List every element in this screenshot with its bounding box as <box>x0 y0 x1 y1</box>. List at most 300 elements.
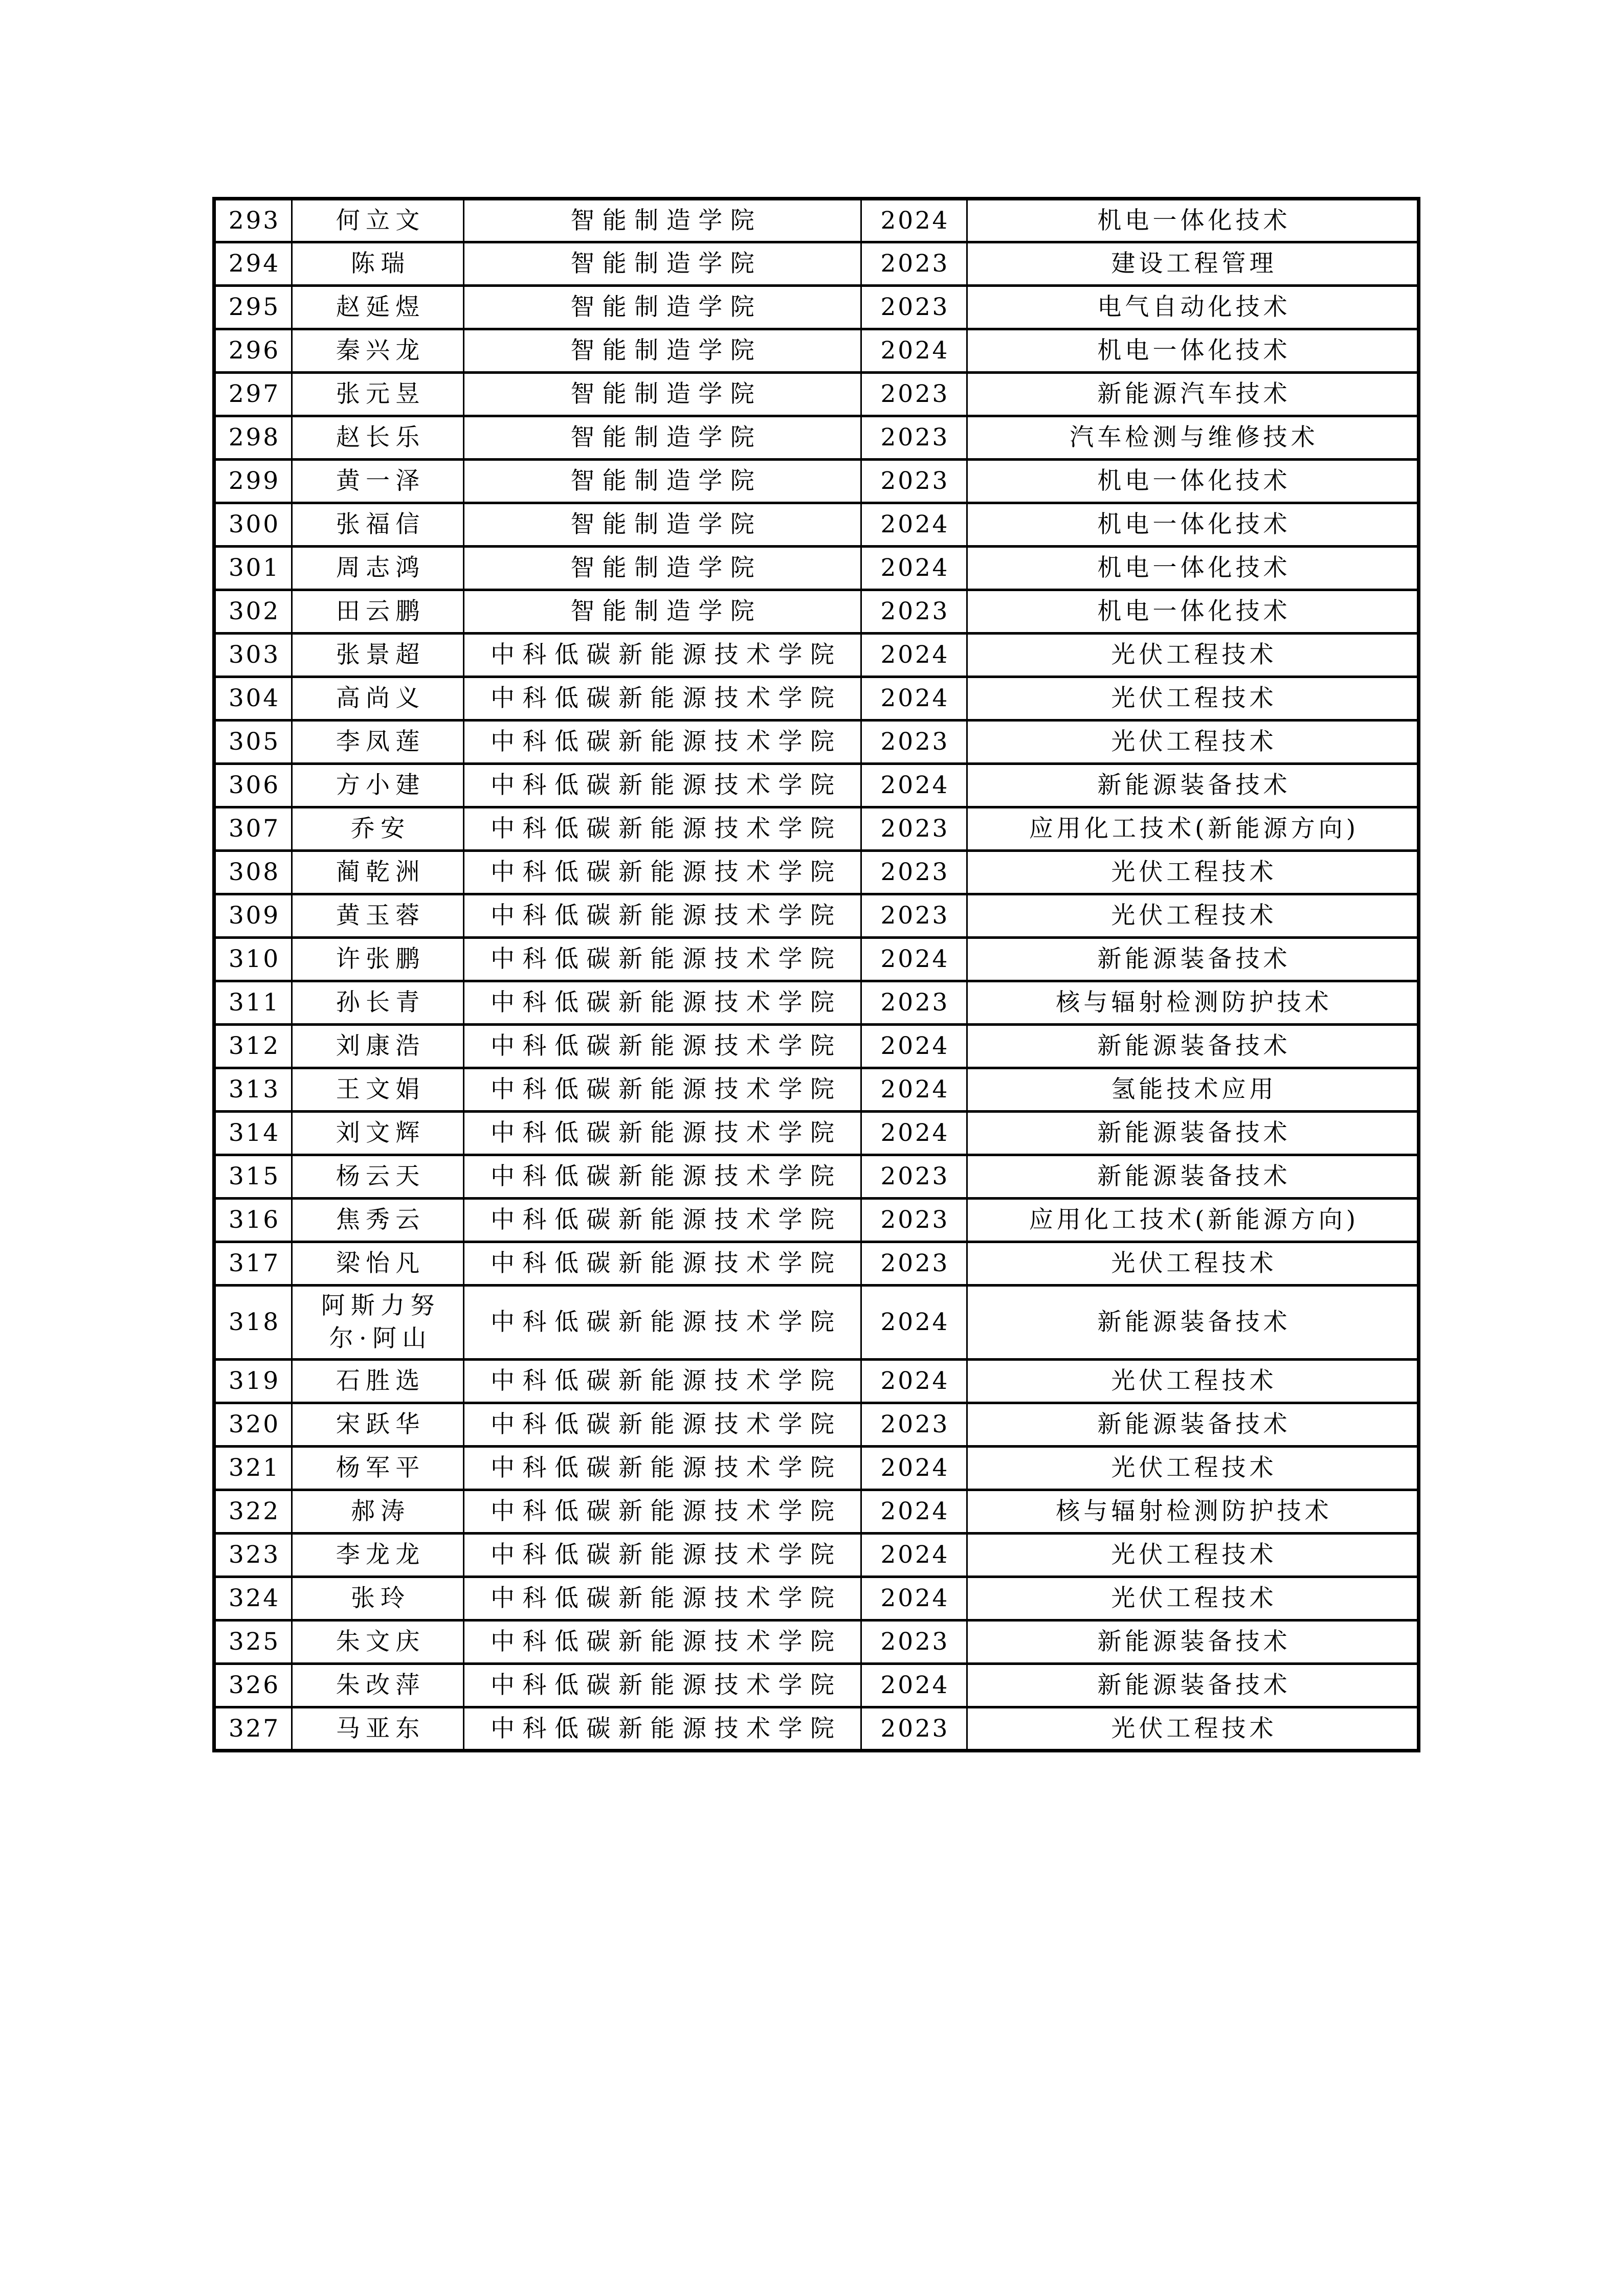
college-cell <box>464 1025 861 1068</box>
year-cell <box>861 981 967 1025</box>
table-row <box>214 1199 1419 1242</box>
major-cell <box>967 634 1419 677</box>
row-number-cell <box>214 199 292 242</box>
name-cell <box>292 242 464 286</box>
enrollment-year-text: 2023 <box>880 597 950 625</box>
major-name-text: 机电一体化技术 <box>1097 336 1291 365</box>
row-number-cell <box>214 1490 292 1534</box>
student-name-text: 田云鹏 <box>336 597 426 625</box>
college-name-text: 智能制造学院 <box>570 293 763 321</box>
major-name-text: 机电一体化技术 <box>1097 554 1291 582</box>
name-cell <box>292 677 464 721</box>
major-name-text: 光伏工程技术 <box>1111 1367 1277 1395</box>
name-cell <box>292 547 464 590</box>
year-cell <box>861 1490 967 1534</box>
row-number-text: 302 <box>228 597 280 625</box>
row-number-text: 316 <box>228 1206 280 1234</box>
student-name-text: 朱改萍 <box>336 1671 426 1699</box>
year-cell <box>861 199 967 242</box>
name-cell <box>292 590 464 634</box>
enrollment-year-text: 2024 <box>880 1032 950 1060</box>
student-name-text: 李凤莲 <box>336 728 426 756</box>
row-number-cell <box>214 460 292 503</box>
row-number-cell <box>214 677 292 721</box>
college-cell <box>464 981 861 1025</box>
enrollment-year-text: 2024 <box>880 1671 950 1699</box>
college-name-text: 中科低碳新能源技术学院 <box>490 902 842 930</box>
college-cell <box>464 1620 861 1664</box>
row-number-text: 307 <box>228 815 280 843</box>
major-name-text: 机电一体化技术 <box>1097 206 1291 235</box>
major-cell <box>967 590 1419 634</box>
table-row <box>214 764 1419 807</box>
student-name-text: 刘康浩 <box>336 1032 426 1060</box>
major-name-text: 电气自动化技术 <box>1097 293 1291 321</box>
student-name-text: 乔安 <box>350 815 411 843</box>
student-name-text: 高尚义 <box>336 684 426 712</box>
college-cell <box>464 373 861 416</box>
enrollment-year-text: 2024 <box>880 1584 950 1612</box>
college-name-text: 中科低碳新能源技术学院 <box>490 1628 842 1656</box>
table-row <box>214 329 1419 373</box>
college-cell <box>464 1577 861 1620</box>
college-name-text: 中科低碳新能源技术学院 <box>490 1367 842 1395</box>
year-cell <box>861 938 967 981</box>
enrollment-year-text: 2023 <box>880 467 950 495</box>
name-cell <box>292 286 464 329</box>
row-number-text: 327 <box>228 1714 280 1743</box>
enrollment-year-text: 2024 <box>880 641 950 669</box>
table-row <box>214 503 1419 547</box>
major-cell <box>967 677 1419 721</box>
major-cell <box>967 460 1419 503</box>
major-name-text: 光伏工程技术 <box>1111 1541 1277 1569</box>
major-cell <box>967 1199 1419 1242</box>
major-name-text: 机电一体化技术 <box>1097 467 1291 495</box>
college-name-text: 智能制造学院 <box>570 380 763 408</box>
row-number-text: 323 <box>228 1541 280 1569</box>
student-name-text: 杨军平 <box>336 1454 426 1482</box>
row-number-text: 315 <box>228 1162 280 1190</box>
college-name-text: 中科低碳新能源技术学院 <box>490 1308 842 1336</box>
college-name-text: 中科低碳新能源技术学院 <box>490 1249 842 1277</box>
table-row <box>214 1068 1419 1112</box>
student-name-text: 蔺乾洲 <box>336 858 426 886</box>
major-name-text: 新能源装备技术 <box>1097 1119 1291 1147</box>
college-name-text: 智能制造学院 <box>570 250 763 278</box>
row-number-cell <box>214 1360 292 1403</box>
major-name-text: 机电一体化技术 <box>1097 510 1291 538</box>
college-cell <box>464 894 861 938</box>
row-number-cell <box>214 1403 292 1447</box>
roster-table-container <box>212 197 1417 1752</box>
table-row <box>214 1534 1419 1577</box>
name-cell <box>292 1490 464 1534</box>
major-cell <box>967 1068 1419 1112</box>
year-cell <box>861 460 967 503</box>
name-cell <box>292 199 464 242</box>
major-name-text: 新能源装备技术 <box>1097 1308 1291 1336</box>
college-cell <box>464 1068 861 1112</box>
college-name-text: 中科低碳新能源技术学院 <box>490 1671 842 1699</box>
row-number-text: 325 <box>228 1628 280 1656</box>
major-cell <box>967 1707 1419 1751</box>
college-name-text: 中科低碳新能源技术学院 <box>490 1497 842 1525</box>
major-name-text: 新能源装备技术 <box>1097 1410 1291 1438</box>
name-cell <box>292 460 464 503</box>
major-name-text: 光伏工程技术 <box>1111 1454 1277 1482</box>
student-name-text: 石胜选 <box>336 1367 426 1395</box>
row-number-cell <box>214 851 292 894</box>
row-number-cell <box>214 1025 292 1068</box>
major-cell <box>967 1242 1419 1286</box>
year-cell <box>861 1447 967 1490</box>
college-name-text: 中科低碳新能源技术学院 <box>490 988 842 1017</box>
major-cell <box>967 1286 1419 1360</box>
table-row <box>214 851 1419 894</box>
name-cell <box>292 1068 464 1112</box>
name-cell <box>292 851 464 894</box>
table-row <box>214 938 1419 981</box>
row-number-text: 318 <box>228 1308 280 1336</box>
college-cell <box>464 1155 861 1199</box>
enrollment-year-text: 2024 <box>880 510 950 538</box>
year-cell <box>861 1068 967 1112</box>
major-cell <box>967 938 1419 981</box>
major-cell <box>967 1447 1419 1490</box>
row-number-cell <box>214 547 292 590</box>
college-cell <box>464 547 861 590</box>
major-cell <box>967 1534 1419 1577</box>
college-name-text: 中科低碳新能源技术学院 <box>490 945 842 973</box>
name-cell <box>292 1664 464 1707</box>
college-cell <box>464 1242 861 1286</box>
name-cell <box>292 1199 464 1242</box>
college-name-text: 中科低碳新能源技术学院 <box>490 771 842 799</box>
year-cell <box>861 1025 967 1068</box>
name-cell <box>292 1360 464 1403</box>
row-number-text: 295 <box>228 293 280 321</box>
major-name-text: 建设工程管理 <box>1111 250 1277 278</box>
college-name-text: 智能制造学院 <box>570 336 763 365</box>
enrollment-year-text: 2024 <box>880 1119 950 1147</box>
major-cell <box>967 1360 1419 1403</box>
major-name-text: 新能源装备技术 <box>1097 1032 1291 1060</box>
college-name-text: 智能制造学院 <box>570 510 763 538</box>
student-name-text: 焦秀云 <box>336 1206 426 1234</box>
major-name-text: 光伏工程技术 <box>1111 1714 1277 1743</box>
college-name-text: 中科低碳新能源技术学院 <box>490 684 842 712</box>
major-cell <box>967 981 1419 1025</box>
college-name-text: 中科低碳新能源技术学院 <box>490 641 842 669</box>
row-number-cell <box>214 1620 292 1664</box>
name-cell <box>292 807 464 851</box>
table-row <box>214 1155 1419 1199</box>
enrollment-year-text: 2023 <box>880 423 950 452</box>
name-cell <box>292 1112 464 1155</box>
row-number-text: 294 <box>228 250 280 278</box>
enrollment-year-text: 2024 <box>880 1308 950 1336</box>
name-cell <box>292 894 464 938</box>
year-cell <box>861 677 967 721</box>
year-cell <box>861 807 967 851</box>
row-number-text: 320 <box>228 1410 280 1438</box>
college-name-text: 智能制造学院 <box>570 554 763 582</box>
year-cell <box>861 1242 967 1286</box>
row-number-cell <box>214 590 292 634</box>
college-cell <box>464 1112 861 1155</box>
table-row <box>214 1242 1419 1286</box>
name-cell <box>292 1534 464 1577</box>
table-row <box>214 634 1419 677</box>
college-name-text: 智能制造学院 <box>570 467 763 495</box>
enrollment-year-text: 2024 <box>880 1075 950 1104</box>
college-cell <box>464 1447 861 1490</box>
major-cell <box>967 851 1419 894</box>
name-cell <box>292 416 464 460</box>
enrollment-year-text: 2023 <box>880 293 950 321</box>
row-number-text: 303 <box>228 641 280 669</box>
name-cell <box>292 1286 464 1360</box>
college-name-text: 中科低碳新能源技术学院 <box>490 1206 842 1234</box>
table-row <box>214 416 1419 460</box>
name-cell <box>292 1025 464 1068</box>
college-cell <box>464 677 861 721</box>
enrollment-year-text: 2023 <box>880 902 950 930</box>
table-row <box>214 894 1419 938</box>
major-name-text: 光伏工程技术 <box>1111 1584 1277 1612</box>
row-number-cell <box>214 764 292 807</box>
row-number-text: 305 <box>228 728 280 756</box>
table-row <box>214 373 1419 416</box>
enrollment-year-text: 2024 <box>880 1497 950 1525</box>
college-name-text: 中科低碳新能源技术学院 <box>490 728 842 756</box>
table-row <box>214 1577 1419 1620</box>
student-name-text: 方小建 <box>336 771 426 799</box>
student-name-text: 周志鸿 <box>336 554 426 582</box>
college-cell <box>464 1707 861 1751</box>
table-row <box>214 1112 1419 1155</box>
college-name-text: 中科低碳新能源技术学院 <box>490 1454 842 1482</box>
major-cell <box>967 894 1419 938</box>
major-name-text: 氢能技术应用 <box>1111 1075 1277 1104</box>
college-name-text: 中科低碳新能源技术学院 <box>490 1162 842 1190</box>
name-cell <box>292 1447 464 1490</box>
major-name-text: 光伏工程技术 <box>1111 858 1277 886</box>
major-cell <box>967 199 1419 242</box>
table-row <box>214 590 1419 634</box>
major-name-text: 新能源装备技术 <box>1097 1628 1291 1656</box>
major-cell <box>967 764 1419 807</box>
year-cell <box>861 1707 967 1751</box>
student-name-text: 张福信 <box>336 510 426 538</box>
major-cell <box>967 503 1419 547</box>
row-number-cell <box>214 721 292 764</box>
year-cell <box>861 329 967 373</box>
college-name-text: 智能制造学院 <box>570 423 763 452</box>
major-cell <box>967 1620 1419 1664</box>
college-cell <box>464 721 861 764</box>
major-cell <box>967 1025 1419 1068</box>
college-name-text: 中科低碳新能源技术学院 <box>490 1119 842 1147</box>
row-number-text: 314 <box>228 1119 280 1147</box>
row-number-text: 308 <box>228 858 280 886</box>
student-name-text: 朱文庆 <box>336 1628 426 1656</box>
college-cell <box>464 199 861 242</box>
table-row <box>214 807 1419 851</box>
college-name-text: 中科低碳新能源技术学院 <box>490 1714 842 1743</box>
year-cell <box>861 416 967 460</box>
row-number-text: 297 <box>228 380 280 408</box>
row-number-text: 321 <box>228 1454 280 1482</box>
table-row <box>214 721 1419 764</box>
student-name-text: 孙长青 <box>336 988 426 1017</box>
student-name-text: 马亚东 <box>336 1714 426 1743</box>
student-name-text: 秦兴龙 <box>336 336 426 365</box>
name-cell <box>292 503 464 547</box>
row-number-cell <box>214 286 292 329</box>
enrollment-year-text: 2024 <box>880 206 950 235</box>
row-number-text: 324 <box>228 1584 280 1612</box>
enrollment-year-text: 2024 <box>880 1367 950 1395</box>
row-number-text: 300 <box>228 510 280 538</box>
row-number-cell <box>214 373 292 416</box>
year-cell <box>861 503 967 547</box>
year-cell <box>861 1403 967 1447</box>
year-cell <box>861 851 967 894</box>
name-cell <box>292 1155 464 1199</box>
major-name-text: 核与辐射检测防护技术 <box>1056 988 1332 1017</box>
major-cell <box>967 1112 1419 1155</box>
college-name-text: 中科低碳新能源技术学院 <box>490 815 842 843</box>
year-cell <box>861 764 967 807</box>
enrollment-year-text: 2024 <box>880 771 950 799</box>
row-number-cell <box>214 938 292 981</box>
row-number-text: 319 <box>228 1367 280 1395</box>
row-number-text: 298 <box>228 423 280 452</box>
row-number-cell <box>214 1242 292 1286</box>
major-name-text: 新能源装备技术 <box>1097 1671 1291 1699</box>
roster-table-body <box>214 199 1419 1751</box>
year-cell <box>861 634 967 677</box>
table-row <box>214 460 1419 503</box>
college-name-text: 中科低碳新能源技术学院 <box>490 1032 842 1060</box>
enrollment-year-text: 2023 <box>880 1162 950 1190</box>
college-cell <box>464 329 861 373</box>
college-cell <box>464 938 861 981</box>
row-number-text: 317 <box>228 1249 280 1277</box>
student-name-text: 赵长乐 <box>336 423 426 452</box>
student-name-text: 梁怡凡 <box>336 1249 426 1277</box>
enrollment-year-text: 2023 <box>880 380 950 408</box>
year-cell <box>861 1286 967 1360</box>
row-number-cell <box>214 242 292 286</box>
table-row <box>214 1664 1419 1707</box>
row-number-cell <box>214 1664 292 1707</box>
row-number-cell <box>214 894 292 938</box>
college-name-text: 中科低碳新能源技术学院 <box>490 858 842 886</box>
year-cell <box>861 373 967 416</box>
college-cell <box>464 1403 861 1447</box>
enrollment-year-text: 2024 <box>880 684 950 712</box>
college-cell <box>464 764 861 807</box>
table-row <box>214 1707 1419 1751</box>
student-name-text: 许张鹏 <box>336 945 426 973</box>
major-cell <box>967 416 1419 460</box>
enrollment-year-text: 2023 <box>880 1206 950 1234</box>
major-cell <box>967 547 1419 590</box>
row-number-cell <box>214 1068 292 1112</box>
college-name-text: 中科低碳新能源技术学院 <box>490 1584 842 1612</box>
college-cell <box>464 1286 861 1360</box>
college-cell <box>464 851 861 894</box>
major-cell <box>967 1155 1419 1199</box>
major-cell <box>967 1664 1419 1707</box>
name-cell <box>292 1577 464 1620</box>
college-cell <box>464 503 861 547</box>
major-name-text: 应用化工技术(新能源方向) <box>1029 815 1360 843</box>
student-name-text: 杨云天 <box>336 1162 426 1190</box>
row-number-cell <box>214 1155 292 1199</box>
student-name-text: 黄玉蓉 <box>336 902 426 930</box>
major-cell <box>967 242 1419 286</box>
major-cell <box>967 1577 1419 1620</box>
row-number-text: 313 <box>228 1075 280 1104</box>
enrollment-year-text: 2024 <box>880 554 950 582</box>
row-number-text: 304 <box>228 684 280 712</box>
student-name-text: 陈瑞 <box>350 250 411 278</box>
name-cell <box>292 764 464 807</box>
name-cell <box>292 938 464 981</box>
student-name-text: 何立文 <box>336 206 426 235</box>
row-number-cell <box>214 1577 292 1620</box>
row-number-cell <box>214 981 292 1025</box>
student-name-text: 王文娟 <box>336 1075 426 1104</box>
college-cell <box>464 590 861 634</box>
major-name-text: 光伏工程技术 <box>1111 902 1277 930</box>
row-number-cell <box>214 329 292 373</box>
name-cell <box>292 1403 464 1447</box>
row-number-text: 299 <box>228 467 280 495</box>
table-row <box>214 1490 1419 1534</box>
name-cell <box>292 981 464 1025</box>
year-cell <box>861 242 967 286</box>
year-cell <box>861 1534 967 1577</box>
year-cell <box>861 1199 967 1242</box>
enrollment-year-text: 2023 <box>880 728 950 756</box>
row-number-text: 311 <box>228 988 280 1017</box>
enrollment-year-text: 2024 <box>880 336 950 365</box>
row-number-text: 309 <box>228 902 280 930</box>
major-name-text: 新能源装备技术 <box>1097 771 1291 799</box>
table-row <box>214 1286 1419 1360</box>
name-cell <box>292 1620 464 1664</box>
enrollment-year-text: 2023 <box>880 858 950 886</box>
enrollment-year-text: 2023 <box>880 815 950 843</box>
student-name-text: 张元昱 <box>336 380 426 408</box>
table-row <box>214 1403 1419 1447</box>
major-cell <box>967 807 1419 851</box>
student-name-text: 赵延煜 <box>336 293 426 321</box>
enrollment-year-text: 2024 <box>880 1541 950 1569</box>
row-number-cell <box>214 416 292 460</box>
college-cell <box>464 1664 861 1707</box>
year-cell <box>861 1155 967 1199</box>
student-roster-table <box>212 197 1420 1752</box>
major-cell <box>967 721 1419 764</box>
student-name-text: 郝涛 <box>350 1497 411 1525</box>
major-name-text: 光伏工程技术 <box>1111 1249 1277 1277</box>
